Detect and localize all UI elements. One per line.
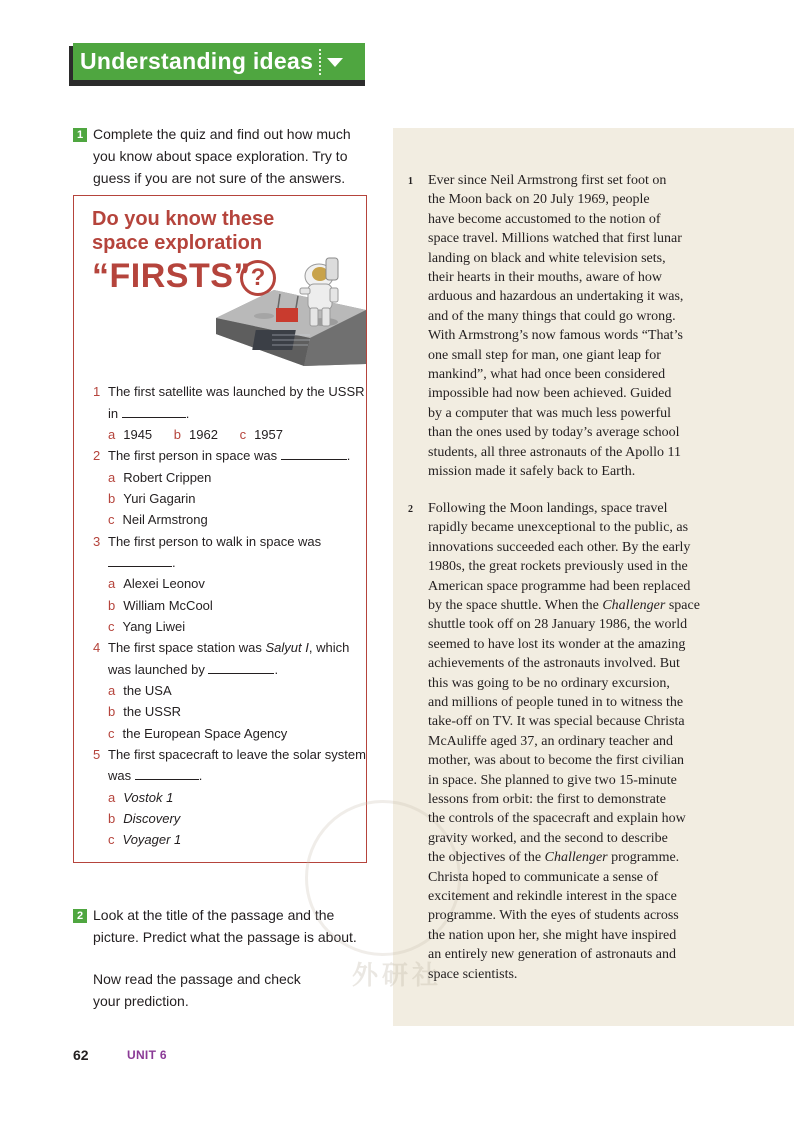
question-text: in — [108, 406, 119, 421]
passage-line: by the space shuttle. When the Challenger space — [428, 598, 700, 613]
quiz-title-line: Do you know these — [92, 208, 275, 230]
passage-line: space travel. Millions watched that first lunar — [428, 231, 682, 247]
option-letter: b — [108, 491, 116, 506]
option-text[interactable]: 1962 — [189, 427, 218, 442]
option-letter: a — [108, 790, 116, 805]
passage-line: 1980s, the great rockets previously used in the — [428, 559, 688, 575]
option-letter: a — [108, 470, 116, 485]
question-text: The first space station was — [108, 640, 266, 655]
instruction-line: you know about space exploration. Try to — [93, 148, 348, 164]
step-2-followup — [93, 968, 301, 1012]
option-text: Yang Liwei — [122, 619, 186, 634]
instruction-line: your prediction. — [93, 993, 189, 1009]
question-text — [108, 639, 349, 657]
passage-line: shuttle took off on 28 January 1986, the world — [428, 617, 688, 633]
passage-line: Christa hoped to communicate a sense of — [428, 869, 659, 885]
answer-options — [108, 426, 283, 444]
option-letter: a — [108, 683, 116, 698]
passage-line: the Moon back on 20 July 1969, people — [428, 192, 650, 208]
question-text — [108, 554, 176, 572]
option-letter: a — [108, 427, 116, 442]
period: . — [198, 768, 203, 783]
passage-line: Following the Moon landings, space travel — [428, 501, 668, 516]
question-text: The first satellite was launched by the USSR — [108, 384, 365, 399]
passage-line: one small step for man, one giant leap for — [428, 347, 661, 363]
section-banner — [73, 43, 365, 80]
option-letter: b — [108, 811, 116, 826]
passage-line: than the ones used by today’s average school — [428, 425, 680, 441]
answer-blank[interactable] — [208, 661, 274, 674]
passage-line: arduous and hazardous an undertaking it was, — [428, 289, 684, 305]
passage-line: the objectives of the Challenger programme. — [428, 850, 680, 866]
passage-line: rapidly became unexceptional to the public, as — [428, 520, 689, 536]
paragraph-number: 1 — [408, 176, 413, 187]
option-row[interactable] — [108, 703, 181, 721]
quiz-title-line: space exploration — [92, 232, 263, 254]
question-number: 2 — [93, 448, 101, 463]
passage-line: this was going to be no ordinary excursion, — [428, 675, 670, 691]
passage-line: achievements of the astronauts involved. But — [428, 656, 680, 672]
passage-line: lessons from orbit: the first to demonstrate — [428, 792, 666, 807]
passage-line: gravity worked, and the second to describe — [428, 830, 668, 846]
option-text: Voyager 1 — [122, 832, 182, 847]
passage-line: and millions of people tuned in to witness the — [428, 695, 684, 710]
dropdown-arrow-icon — [327, 58, 343, 67]
passage-line: innovations succeeded each other. By the early — [428, 539, 691, 555]
answer-blank[interactable] — [135, 767, 199, 780]
option-text: the USSR — [123, 704, 182, 719]
passage-line: mission made it safely back to Earth. — [428, 464, 636, 479]
option-text: Discovery — [123, 811, 181, 826]
passage-line: have become accustomed to the notion of — [428, 211, 661, 227]
instruction-line: picture. Predict what the passage is about. — [93, 929, 357, 945]
answer-blank[interactable] — [281, 447, 347, 460]
question-text: The first person in space was — [108, 448, 278, 463]
passage-line: mankind”, what had once been considered — [428, 367, 666, 382]
step-2-marker: 2 — [73, 909, 87, 923]
passage-line: by a computer that was much less powerful — [428, 405, 671, 421]
question-number: 5 — [93, 747, 101, 762]
question-text — [108, 767, 202, 785]
option-letter: c — [108, 512, 115, 527]
passage-line: an entirely new generation of astronauts and — [428, 947, 677, 963]
option-letter: c — [108, 726, 115, 741]
option-text: Robert Crippen — [123, 470, 212, 485]
option-text: Yuri Gagarin — [123, 491, 196, 506]
passage-line: the controls of the spacecraft and explain how — [428, 811, 686, 827]
question-number: 4 — [93, 640, 101, 655]
passage-line: With Armstrong’s now famous words “That’s — [428, 328, 683, 344]
question-text: was launched by — [108, 662, 205, 677]
question-text — [108, 661, 278, 679]
period: . — [346, 448, 351, 463]
option-letter: c — [239, 427, 247, 442]
option-row[interactable] — [108, 575, 205, 593]
unit-label: UNIT 6 — [127, 1048, 167, 1062]
passage-line: American space programme had been replaced — [428, 578, 691, 594]
passage-line: programme. With the eyes of students across — [428, 908, 679, 924]
period: . — [185, 406, 190, 421]
instruction-line: Look at the title of the passage and the — [93, 907, 335, 923]
answer-blank[interactable] — [108, 554, 172, 567]
passage-line: take-off on TV. It was special because Christa — [428, 714, 685, 730]
option-row[interactable] — [108, 682, 172, 700]
option-text: William McCool — [123, 598, 213, 613]
banner-separator — [319, 49, 321, 75]
passage-line: Ever since Neil Armstrong first set foot on — [428, 173, 667, 188]
option-row[interactable] — [108, 490, 196, 508]
option-letter: a — [108, 576, 116, 591]
option-row[interactable] — [108, 469, 211, 487]
option-letter: c — [108, 619, 115, 634]
passage-line: the nation upon her, she might have inspired — [428, 927, 677, 943]
question-text: , which — [308, 640, 350, 655]
period: . — [274, 662, 279, 677]
option-text[interactable]: 1957 — [254, 427, 283, 442]
passage-line: space scientists. — [428, 966, 518, 982]
passage-line: and of the many things that could go wrong. — [428, 308, 676, 324]
question-mark-icon: ? — [240, 260, 276, 296]
passage-line: excitement and rekindle interest in the space — [428, 889, 677, 904]
instruction-line: guess if you are not sure of the answers. — [93, 170, 346, 186]
quiz-firsts-heading: “FIRSTS” — [92, 257, 251, 295]
option-letter: b — [173, 427, 182, 442]
option-text[interactable]: 1945 — [123, 427, 153, 442]
paragraph-number: 2 — [408, 504, 413, 515]
instruction-line: Complete the quiz and find out how much — [93, 126, 351, 142]
option-text: the European Space Agency — [122, 726, 288, 741]
option-row[interactable] — [108, 597, 213, 615]
option-letter: b — [108, 598, 116, 613]
question-text: The first spacecraft to leave the solar system — [108, 747, 366, 762]
instruction-line: Now read the passage and check — [93, 971, 301, 987]
step-1-instruction — [93, 123, 351, 189]
question-number: 3 — [93, 534, 101, 549]
answer-blank[interactable] — [122, 405, 186, 418]
watermark-text: 外研社 — [352, 960, 443, 990]
option-row[interactable] — [108, 831, 181, 849]
option-row[interactable] — [108, 618, 185, 636]
question-text — [108, 405, 189, 423]
option-text: the USA — [123, 683, 172, 698]
passage-line: their hearts in their mouths, aware of how — [428, 270, 663, 285]
passage-line: impossible had now been achieved. Guided — [428, 386, 672, 402]
passage-line: in space. She planned to give two 15-minute — [428, 772, 677, 788]
passage-line: students, all three astronauts of the Apollo 11 — [428, 444, 681, 460]
option-letter: b — [108, 704, 116, 719]
option-row[interactable] — [108, 511, 208, 529]
option-text: Vostok 1 — [123, 790, 174, 805]
astronaut-moon-illustration — [214, 238, 368, 368]
period: . — [172, 555, 176, 570]
option-text: Alexei Leonov — [123, 576, 205, 591]
passage-line: McAuliffe aged 37, an ordinary teacher and — [428, 733, 674, 749]
question-number: 1 — [93, 384, 101, 399]
passage-line: mother, was about to become the first civilian — [428, 753, 685, 769]
question-text — [108, 447, 350, 465]
option-row[interactable] — [108, 810, 180, 828]
page-number: 62 — [73, 1047, 89, 1063]
question-text: The first person to walk in space was — [108, 534, 322, 549]
passage-line: landing on black and white television sets, — [428, 250, 666, 266]
option-row[interactable] — [108, 725, 287, 743]
option-letter: c — [108, 832, 115, 847]
question-text: was — [108, 768, 132, 783]
station-name: Salyut I — [265, 640, 309, 655]
passage-line: seemed to have lost its wonder at the amazing — [428, 636, 686, 652]
option-text: Neil Armstrong — [122, 512, 208, 527]
step-1-marker: 1 — [73, 128, 87, 142]
section-title: Understanding ideas — [80, 48, 314, 74]
option-row[interactable] — [108, 789, 173, 807]
